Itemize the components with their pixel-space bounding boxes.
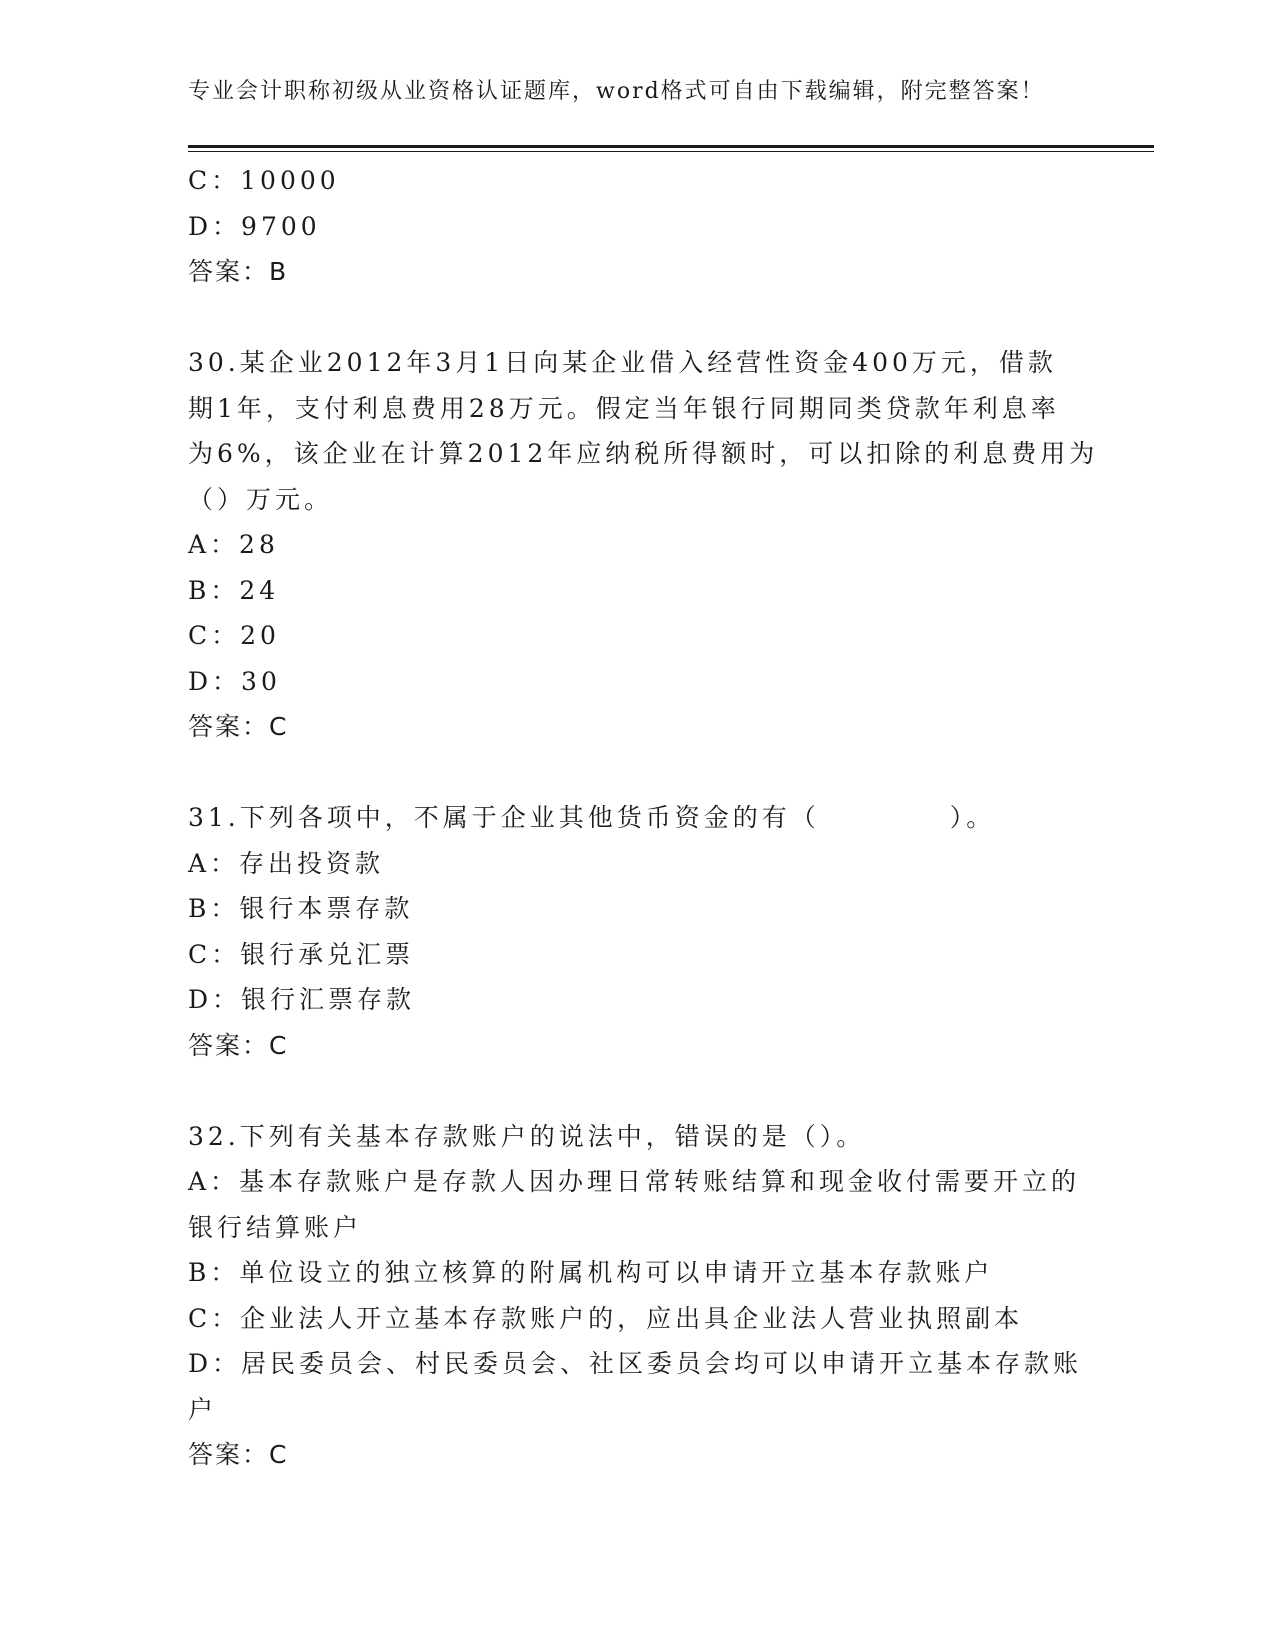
header-rule-thick [188, 145, 1154, 148]
question-32 [188, 1114, 1088, 1478]
option-c: C：企业法人开立基本存款账户的，应出具企业法人营业执照副本 [188, 1303, 1024, 1333]
question-30 [188, 340, 1099, 750]
option-b: B：单位设立的独立核算的附属机构可以申请开立基本存款账户 [188, 1258, 994, 1287]
answer: 答案：C [188, 1440, 289, 1469]
option-d: D：银行汇票存款 [188, 985, 416, 1014]
option-c: C：银行承兑汇票 [188, 939, 415, 969]
spacer [188, 1068, 1088, 1114]
option-b: B：银行本票存款 [188, 894, 414, 923]
option-d-line: 户 [188, 1394, 218, 1424]
question-stem [188, 795, 1088, 841]
spacer [188, 295, 1088, 341]
question-stem-line: 30.某企业2012年3月1日向某企业借入经营性资金400万元，借款 [188, 348, 1057, 377]
answer: 答案：C [188, 1030, 289, 1060]
question-stem: 32.下列有关基本存款账户的说法中，错误的是（）。 [188, 1121, 866, 1151]
option-a: A：28 [188, 530, 279, 559]
header-rule-thin [188, 151, 1154, 152]
document-body [188, 158, 1099, 1478]
option-c: C：20 [188, 621, 280, 650]
option-d: D：30 [188, 666, 281, 696]
option-d-line: D：居民委员会、村民委员会、社区委员会均可以申请开立基本存款账 [188, 1349, 1083, 1378]
option-a: A：存出投资款 [188, 848, 385, 878]
question-stem-line: 为6%，该企业在计算2012年应纳税所得额时，可以扣除的利息费用为 [188, 439, 1099, 468]
answer: 答案：B [188, 257, 289, 286]
question-31 [188, 795, 1088, 1068]
question-stem-line: （）万元。 [188, 484, 334, 514]
spacer [188, 750, 1088, 796]
option-b: B：24 [188, 575, 280, 605]
question-stem-after: ）。 [949, 803, 996, 832]
option-c: C：10000 [188, 166, 340, 195]
option-a-line: 银行结算账户 [188, 1212, 363, 1242]
question-stem-before: 31.下列各项中，不属于企业其他货币资金的有（ [188, 803, 820, 832]
option-d: D：9700 [188, 211, 321, 241]
question-stem-line: 期1年，支付利息费用28万元。假定当年银行同期同类贷款年利息率 [188, 393, 1060, 423]
page-header: 专业会计职称初级从业资格认证题库，word格式可自由下载编辑，附完整答案！ [188, 79, 1045, 104]
answer: 答案：C [188, 712, 289, 741]
option-a-line: A：基本存款账户是存款人因办理日常转账结算和现金收付需要开立的 [188, 1167, 1081, 1196]
